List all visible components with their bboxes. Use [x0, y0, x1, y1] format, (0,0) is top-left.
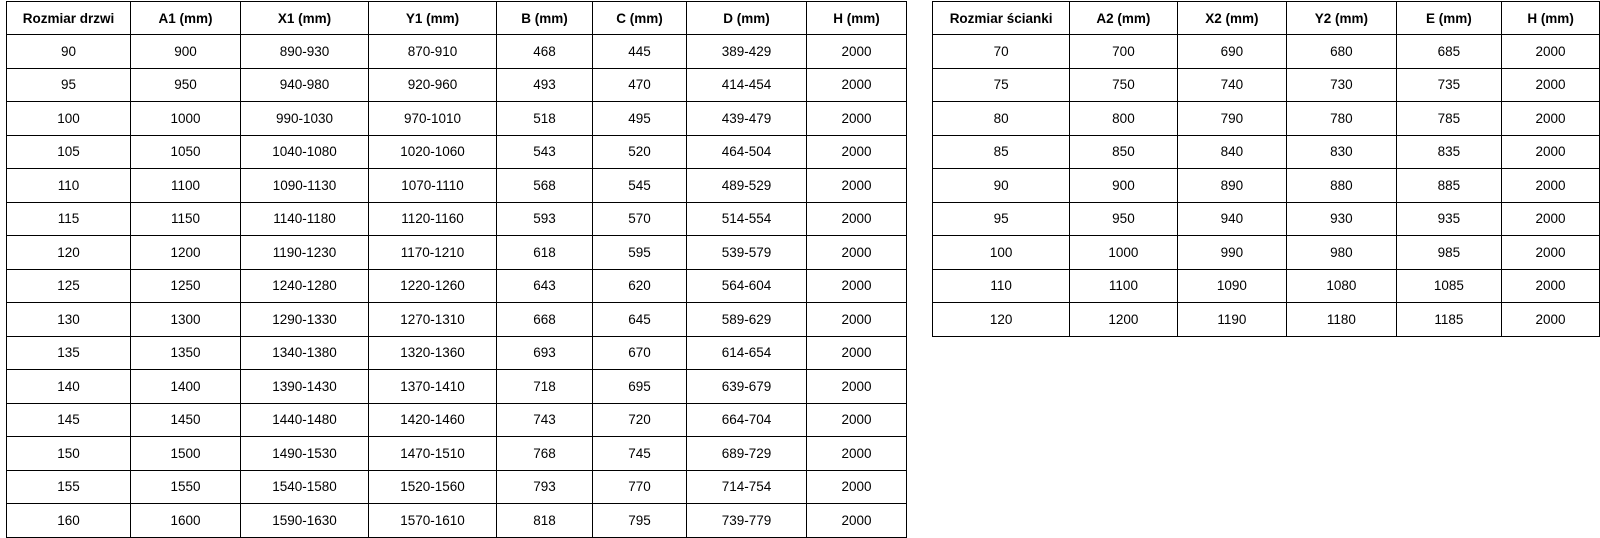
table-cell: 110	[933, 269, 1070, 303]
table-cell: 1040-1080	[241, 135, 369, 169]
table-row	[7, 202, 907, 236]
table-cell: 1570-1610	[369, 504, 497, 538]
table-cell: 695	[593, 370, 687, 404]
table-cell: 543	[497, 135, 593, 169]
table-row	[7, 403, 907, 437]
table-cell: 720	[593, 403, 687, 437]
table-cell: 1440-1480	[241, 403, 369, 437]
table-cell: 885	[1396, 169, 1502, 203]
doors-column-header: Y1 (mm)	[369, 2, 497, 35]
table-cell: 870-910	[369, 35, 497, 69]
walls-table-body	[933, 35, 1600, 337]
table-cell: 2000	[807, 504, 907, 538]
table-cell: 980	[1287, 236, 1396, 270]
table-cell: 790	[1177, 102, 1286, 136]
table-cell: 115	[7, 202, 131, 236]
table-cell: 1150	[131, 202, 241, 236]
table-row	[7, 370, 907, 404]
table-cell: 90	[7, 35, 131, 69]
table-cell: 940-980	[241, 68, 369, 102]
table-cell: 689-729	[687, 437, 807, 471]
table-cell: 1400	[131, 370, 241, 404]
table-cell: 620	[593, 269, 687, 303]
table-cell: 2000	[807, 68, 907, 102]
table-cell: 770	[593, 470, 687, 504]
doors-column-header: C (mm)	[593, 2, 687, 35]
table-row	[7, 504, 907, 538]
table-cell: 2000	[1502, 269, 1600, 303]
table-cell: 545	[593, 169, 687, 203]
table-cell: 890	[1177, 169, 1286, 203]
table-cell: 714-754	[687, 470, 807, 504]
table-row	[7, 68, 907, 102]
table-cell: 2000	[1502, 68, 1600, 102]
table-cell: 495	[593, 102, 687, 136]
table-row	[933, 135, 1600, 169]
table-cell: 1085	[1396, 269, 1502, 303]
table-row	[933, 303, 1600, 337]
table-row	[7, 437, 907, 471]
table-cell: 880	[1287, 169, 1396, 203]
table-cell: 140	[7, 370, 131, 404]
table-cell: 685	[1396, 35, 1502, 69]
table-cell: 2000	[807, 202, 907, 236]
table-cell: 520	[593, 135, 687, 169]
table-cell: 1520-1560	[369, 470, 497, 504]
table-cell: 645	[593, 303, 687, 337]
table-cell: 389-429	[687, 35, 807, 69]
table-cell: 1350	[131, 336, 241, 370]
table-row	[7, 135, 907, 169]
doors-column-header: B (mm)	[497, 2, 593, 35]
table-cell: 670	[593, 336, 687, 370]
table-cell: 105	[7, 135, 131, 169]
table-cell: 493	[497, 68, 593, 102]
walls-column-header: A2 (mm)	[1070, 2, 1178, 35]
table-cell: 1000	[1070, 236, 1178, 270]
table-row	[933, 68, 1600, 102]
table-cell: 693	[497, 336, 593, 370]
table-cell: 840	[1177, 135, 1286, 169]
table-cell: 643	[497, 269, 593, 303]
table-cell: 568	[497, 169, 593, 203]
table-cell: 2000	[807, 437, 907, 471]
table-cell: 1420-1460	[369, 403, 497, 437]
table-cell: 700	[1070, 35, 1178, 69]
table-cell: 2000	[1502, 236, 1600, 270]
table-cell: 800	[1070, 102, 1178, 136]
table-cell: 2000	[1502, 102, 1600, 136]
table-cell: 468	[497, 35, 593, 69]
walls-table-container	[932, 1, 1600, 337]
table-cell: 1190-1230	[241, 236, 369, 270]
table-row	[7, 336, 907, 370]
table-cell: 1090	[1177, 269, 1286, 303]
table-cell: 1240-1280	[241, 269, 369, 303]
table-cell: 2000	[807, 169, 907, 203]
table-cell: 445	[593, 35, 687, 69]
walls-column-header: E (mm)	[1396, 2, 1502, 35]
table-cell: 739-779	[687, 504, 807, 538]
table-cell: 1600	[131, 504, 241, 538]
table-cell: 120	[933, 303, 1070, 337]
table-cell: 1140-1180	[241, 202, 369, 236]
table-cell: 750	[1070, 68, 1178, 102]
table-cell: 1200	[1070, 303, 1178, 337]
table-cell: 735	[1396, 68, 1502, 102]
table-cell: 70	[933, 35, 1070, 69]
table-cell: 1340-1380	[241, 336, 369, 370]
table-cell: 470	[593, 68, 687, 102]
table-cell: 618	[497, 236, 593, 270]
table-cell: 1220-1260	[369, 269, 497, 303]
table-cell: 95	[933, 202, 1070, 236]
doors-dimensions-table	[6, 1, 907, 538]
table-cell: 145	[7, 403, 131, 437]
table-cell: 2000	[807, 370, 907, 404]
table-cell: 1590-1630	[241, 504, 369, 538]
table-cell: 1320-1360	[369, 336, 497, 370]
doors-table-head	[7, 2, 907, 35]
table-cell: 489-529	[687, 169, 807, 203]
table-cell: 135	[7, 336, 131, 370]
table-cell: 1470-1510	[369, 437, 497, 471]
table-cell: 80	[933, 102, 1070, 136]
table-cell: 85	[933, 135, 1070, 169]
table-cell: 990	[1177, 236, 1286, 270]
table-cell: 920-960	[369, 68, 497, 102]
doors-column-header: Rozmiar drzwi	[7, 2, 131, 35]
table-cell: 768	[497, 437, 593, 471]
table-cell: 614-654	[687, 336, 807, 370]
table-cell: 593	[497, 202, 593, 236]
table-row	[933, 269, 1600, 303]
table-cell: 985	[1396, 236, 1502, 270]
table-cell: 95	[7, 68, 131, 102]
table-cell: 2000	[807, 303, 907, 337]
table-cell: 639-679	[687, 370, 807, 404]
table-cell: 160	[7, 504, 131, 538]
table-cell: 564-604	[687, 269, 807, 303]
table-row	[933, 236, 1600, 270]
doors-table-container	[6, 1, 907, 538]
table-cell: 1100	[1070, 269, 1178, 303]
table-row	[7, 102, 907, 136]
table-row	[933, 202, 1600, 236]
table-cell: 745	[593, 437, 687, 471]
table-cell: 1070-1110	[369, 169, 497, 203]
table-cell: 1300	[131, 303, 241, 337]
table-cell: 970-1010	[369, 102, 497, 136]
table-cell: 2000	[1502, 135, 1600, 169]
table-cell: 1180	[1287, 303, 1396, 337]
table-cell: 1290-1330	[241, 303, 369, 337]
table-cell: 75	[933, 68, 1070, 102]
table-cell: 668	[497, 303, 593, 337]
table-row	[7, 35, 907, 69]
table-cell: 780	[1287, 102, 1396, 136]
table-cell: 785	[1396, 102, 1502, 136]
walls-table-head	[933, 2, 1600, 35]
table-cell: 110	[7, 169, 131, 203]
table-cell: 850	[1070, 135, 1178, 169]
table-cell: 518	[497, 102, 593, 136]
table-cell: 155	[7, 470, 131, 504]
walls-column-header: H (mm)	[1502, 2, 1600, 35]
table-row	[7, 470, 907, 504]
table-cell: 950	[1070, 202, 1178, 236]
table-cell: 595	[593, 236, 687, 270]
table-cell: 2000	[807, 135, 907, 169]
table-cell: 1390-1430	[241, 370, 369, 404]
table-cell: 680	[1287, 35, 1396, 69]
table-header-row	[933, 2, 1600, 35]
table-cell: 2000	[1502, 202, 1600, 236]
table-cell: 1190	[1177, 303, 1286, 337]
table-row	[7, 169, 907, 203]
table-cell: 718	[497, 370, 593, 404]
table-cell: 930	[1287, 202, 1396, 236]
table-row	[7, 236, 907, 270]
table-cell: 835	[1396, 135, 1502, 169]
table-cell: 950	[131, 68, 241, 102]
table-row	[7, 269, 907, 303]
table-cell: 1185	[1396, 303, 1502, 337]
table-cell: 1050	[131, 135, 241, 169]
table-cell: 2000	[807, 102, 907, 136]
walls-column-header: X2 (mm)	[1177, 2, 1286, 35]
table-row	[933, 102, 1600, 136]
table-cell: 935	[1396, 202, 1502, 236]
table-row	[933, 35, 1600, 69]
table-cell: 570	[593, 202, 687, 236]
table-cell: 1490-1530	[241, 437, 369, 471]
table-cell: 150	[7, 437, 131, 471]
table-cell: 414-454	[687, 68, 807, 102]
table-cell: 2000	[807, 35, 907, 69]
table-cell: 2000	[1502, 169, 1600, 203]
table-cell: 690	[1177, 35, 1286, 69]
table-cell: 890-930	[241, 35, 369, 69]
table-cell: 1370-1410	[369, 370, 497, 404]
table-cell: 2000	[807, 403, 907, 437]
table-cell: 730	[1287, 68, 1396, 102]
table-cell: 439-479	[687, 102, 807, 136]
table-cell: 830	[1287, 135, 1396, 169]
table-cell: 464-504	[687, 135, 807, 169]
table-cell: 589-629	[687, 303, 807, 337]
table-cell: 990-1030	[241, 102, 369, 136]
table-cell: 1450	[131, 403, 241, 437]
doors-table-body	[7, 35, 907, 538]
table-cell: 120	[7, 236, 131, 270]
table-cell: 1090-1130	[241, 169, 369, 203]
table-cell: 1550	[131, 470, 241, 504]
table-row	[933, 169, 1600, 203]
table-cell: 2000	[1502, 303, 1600, 337]
table-cell: 1200	[131, 236, 241, 270]
table-cell: 740	[1177, 68, 1286, 102]
table-cell: 2000	[807, 470, 907, 504]
table-cell: 125	[7, 269, 131, 303]
table-cell: 793	[497, 470, 593, 504]
table-cell: 130	[7, 303, 131, 337]
table-header-row	[7, 2, 907, 35]
table-cell: 900	[131, 35, 241, 69]
table-row	[7, 303, 907, 337]
table-cell: 2000	[807, 336, 907, 370]
table-cell: 743	[497, 403, 593, 437]
walls-column-header: Rozmiar ścianki	[933, 2, 1070, 35]
table-cell: 1540-1580	[241, 470, 369, 504]
table-cell: 1500	[131, 437, 241, 471]
table-cell: 2000	[1502, 35, 1600, 69]
table-cell: 1080	[1287, 269, 1396, 303]
table-cell: 100	[7, 102, 131, 136]
table-cell: 1000	[131, 102, 241, 136]
table-cell: 1120-1160	[369, 202, 497, 236]
walls-dimensions-table	[932, 1, 1600, 337]
table-cell: 1270-1310	[369, 303, 497, 337]
table-cell: 900	[1070, 169, 1178, 203]
table-cell: 514-554	[687, 202, 807, 236]
table-cell: 795	[593, 504, 687, 538]
doors-column-header: D (mm)	[687, 2, 807, 35]
table-cell: 1100	[131, 169, 241, 203]
doors-column-header: X1 (mm)	[241, 2, 369, 35]
table-cell: 1020-1060	[369, 135, 497, 169]
table-cell: 2000	[807, 269, 907, 303]
doors-column-header: A1 (mm)	[131, 2, 241, 35]
table-cell: 1170-1210	[369, 236, 497, 270]
table-cell: 100	[933, 236, 1070, 270]
table-cell: 1250	[131, 269, 241, 303]
table-cell: 2000	[807, 236, 907, 270]
table-cell: 818	[497, 504, 593, 538]
table-cell: 940	[1177, 202, 1286, 236]
doors-column-header: H (mm)	[807, 2, 907, 35]
walls-column-header: Y2 (mm)	[1287, 2, 1396, 35]
table-cell: 664-704	[687, 403, 807, 437]
table-cell: 90	[933, 169, 1070, 203]
table-cell: 539-579	[687, 236, 807, 270]
